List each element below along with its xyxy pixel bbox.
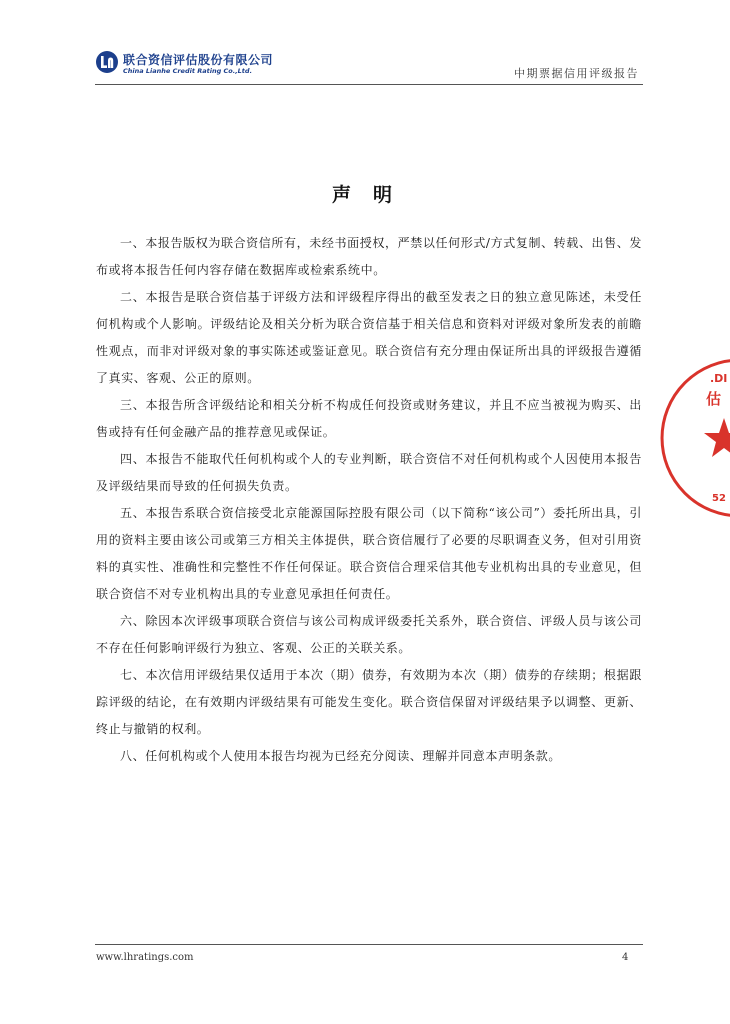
company-name-en: China Lianhe Credit Rating Co.,Ltd. xyxy=(123,67,253,75)
declaration-paragraph-2: 二、本报告是联合资信基于评级方法和评级程序得出的截至发表之日的独立意见陈述，未受任何机构或个人影响。评级结论及相关分析为联合资信基于相关信息和资料对评级对象所发表的前瞻性观点，而非对评级对象的事实陈述或鉴证意见。联合资信有充分理由保证所出具的评级报告遵循了真实、客观、公正的原则。 xyxy=(96,290,642,385)
seal-text-top: .DI xyxy=(710,372,728,385)
footer-website: www.lhratings.com xyxy=(96,952,194,963)
seal-text-bottom: 52 xyxy=(712,493,726,504)
header-divider xyxy=(95,84,643,85)
declaration-paragraph-8: 八、任何机构或个人使用本报告均视为已经充分阅读、理解并同意本声明条款。 xyxy=(120,749,562,763)
seal-text-middle: 估 xyxy=(706,390,722,408)
declaration-paragraph-5: 五、本报告系联合资信接受北京能源国际控股有限公司（以下简称“该公司”）委托所出具，引用的资料主要由该公司或第三方相关主体提供，联合资信履行了必要的尽职调查义务，但对引用资料的真实性、准确性和完整性不作任何保证。联合资信合理采信其他专业机构出具的专业意见，但联合资信不对专业机构出具的专业意见承担任何责任。 xyxy=(96,506,642,601)
red-seal-stamp xyxy=(700,358,730,518)
page-header xyxy=(95,48,643,84)
declaration-paragraph-1: 一、本报告版权为联合资信所有，未经书面授权，严禁以任何形式/方式复制、转载、出售、发布或将本报告任何内容存储在数据库或检索系统中。 xyxy=(96,236,642,277)
footer-divider xyxy=(95,944,643,945)
lianhe-logo-icon xyxy=(95,50,119,74)
report-type-label: 中期票据信用评级报告 xyxy=(514,67,639,80)
declaration-body xyxy=(96,230,642,770)
declaration-paragraph-7: 七、本次信用评级结果仅适用于本次（期）债券，有效期为本次（期）债券的存续期；根据跟踪评级的结论，在有效期内评级结果有可能发生变化。联合资信保留对评级结果予以调整、更新、终止与撤销的权利。 xyxy=(96,668,642,736)
company-name-cn: 联合资信评估股份有限公司 xyxy=(123,53,274,67)
page-title: 声明 xyxy=(331,184,414,206)
page-number: 4 xyxy=(622,952,629,963)
declaration-paragraph-6: 六、除因本次评级事项联合资信与该公司构成评级委托关系外，联合资信、评级人员与该公司不存在任何影响评级行为独立、客观、公正的关联关系。 xyxy=(96,614,642,655)
declaration-paragraph-4: 四、本报告不能取代任何机构或个人的专业判断，联合资信不对任何机构或个人因使用本报告及评级结果而导致的任何损失负责。 xyxy=(96,452,642,493)
declaration-paragraph-3: 三、本报告所含评级结论和相关分析不构成任何投资或财务建议，并且不应当被视为购买、出售或持有任何金融产品的推荐意见或保证。 xyxy=(96,398,642,439)
